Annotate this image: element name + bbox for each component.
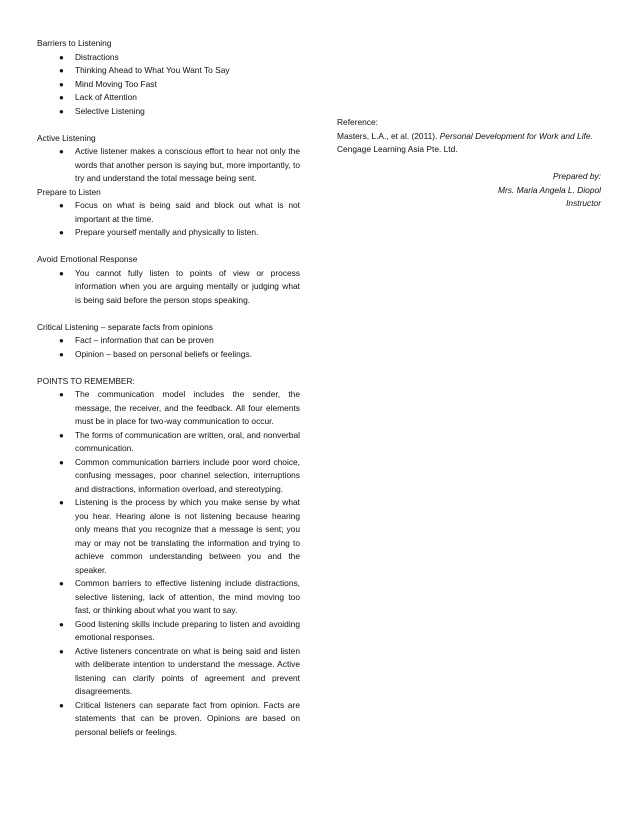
prepared-by-label: Prepared by: [553,171,601,181]
list-item [37,199,300,226]
emotional-heading: Avoid Emotional Response [37,254,138,264]
list-item-text: Listening is the process by which you make sense by what you hear. Hearing alone is not listening because hearing only means that you recognize that a message is sent; you may or may not be translating the information and trying to achieve common understanding between you and the speaker. [75,497,300,575]
list-item [37,496,300,577]
points-heading: POINTS TO REMEMBER: [37,375,135,386]
list-item [37,226,300,240]
points-list [37,388,300,739]
reference-publisher: Cengage Learning Asia Pte. Ltd. [337,144,458,154]
prepared-by-role: Instructor [566,198,601,208]
list-item-text: Common communication barriers include poor word choice, confusing messages, poor channel selection, interruptions and distractions, information overload, and stereotyping. [75,456,300,494]
list-item [37,105,300,119]
prepare-heading: Prepare to Listen [37,186,101,197]
list-item [37,577,300,618]
bullet-icon: ● [59,619,64,629]
bullet-icon: ● [59,52,64,62]
bullet-icon: ● [59,390,64,399]
list-item [37,64,300,78]
list-item [37,78,300,92]
bullet-icon: ● [59,201,64,210]
list-item-text: Mind Moving Too Fast [75,78,157,89]
reference-title: Personal Development for Work and Life. [439,130,593,141]
list-item-text: Good listening skills include preparing to listen and avoiding emotional responses. [75,618,300,642]
list-item [37,348,300,362]
list-item-text: The forms of communication are written, oral, and nonverbal communication. [75,429,300,453]
list-item [37,91,300,105]
barriers-heading: Barriers to Listening [37,38,112,48]
list-item [37,456,300,497]
bullet-icon: ● [59,268,64,278]
reference-citation [337,130,601,144]
bullet-icon: ● [59,147,64,156]
list-item [37,388,300,429]
bullet-icon: ● [59,700,64,710]
list-item-text: Active listener makes a conscious effort to hear not only the words that another person is saying but, more importantly, to try and understand the total message being sent. [75,146,300,183]
list-item-text: Common barriers to effective listening include distractions, selective listening, lack of attention, the mind moving too fast, or thinking about what you want to say. [75,578,300,615]
critical-heading: Critical Listening – separate facts from opinions [37,321,213,332]
barriers-list [37,51,300,119]
bullet-icon: ● [59,336,64,345]
list-item-text: Thinking Ahead to What You Want To Say [75,65,230,75]
list-item [37,429,300,456]
bullet-icon: ● [59,457,64,467]
list-item-text: Fact – information that can be proven [75,335,214,345]
prepared-by-name: Mrs. Maria Angela L. Diopol [497,184,601,195]
bullet-icon: ● [59,106,64,116]
reference-authors: Masters, L.A., et al. (2011). [337,130,440,141]
bullet-icon: ● [59,349,64,359]
list-item-text: Active listeners concentrate on what is being said and listen with deliberate intention to understand the message. Active listening can clarify points of agreement and prevent disagreements. [75,645,300,696]
left-column [37,37,300,739]
list-item-text: Prepare yourself mentally and physically to listen. [75,227,259,237]
bullet-icon: ● [59,66,64,75]
list-item [37,267,300,308]
list-item-text: Selective Listening [75,105,145,116]
bullet-icon: ● [59,93,64,102]
critical-list [37,334,300,361]
bullet-icon: ● [59,646,64,656]
right-column [337,116,601,211]
list-item [37,51,300,65]
bullet-icon: ● [59,228,64,237]
list-item-text: Focus on what is being said and block out what is not important at the time. [75,200,300,224]
bullet-icon: ● [59,79,64,89]
list-item [37,618,300,645]
list-item [37,334,300,348]
list-item-text: Distractions [75,51,119,62]
list-item-text: Critical listeners can separate fact from opinion. Facts are statements that can be proven. Opinions are based on personal beliefs or feelings. [75,699,300,737]
prepare-list [37,199,300,240]
list-item [37,699,300,740]
list-item-text: You cannot fully listen to points of view or process information when you are arguing mentally or judging what is being said before the person stops speaking. [75,267,300,305]
bullet-icon: ● [59,498,64,507]
reference-label: Reference: [337,117,378,127]
list-item-text: Opinion – based on personal beliefs or feelings. [75,348,252,359]
active-listening-list [37,145,300,186]
bullet-icon: ● [59,579,64,588]
list-item-text: The communication model includes the sender, the message, the receiver, and the feedback. All four elements must be in place for two-way communication to occur. [75,389,300,426]
list-item [37,145,300,186]
list-item-text: Lack of Attention [75,92,137,102]
emotional-list [37,267,300,308]
active-listening-heading: Active Listening [37,132,96,143]
bullet-icon: ● [59,430,64,440]
list-item [37,645,300,699]
